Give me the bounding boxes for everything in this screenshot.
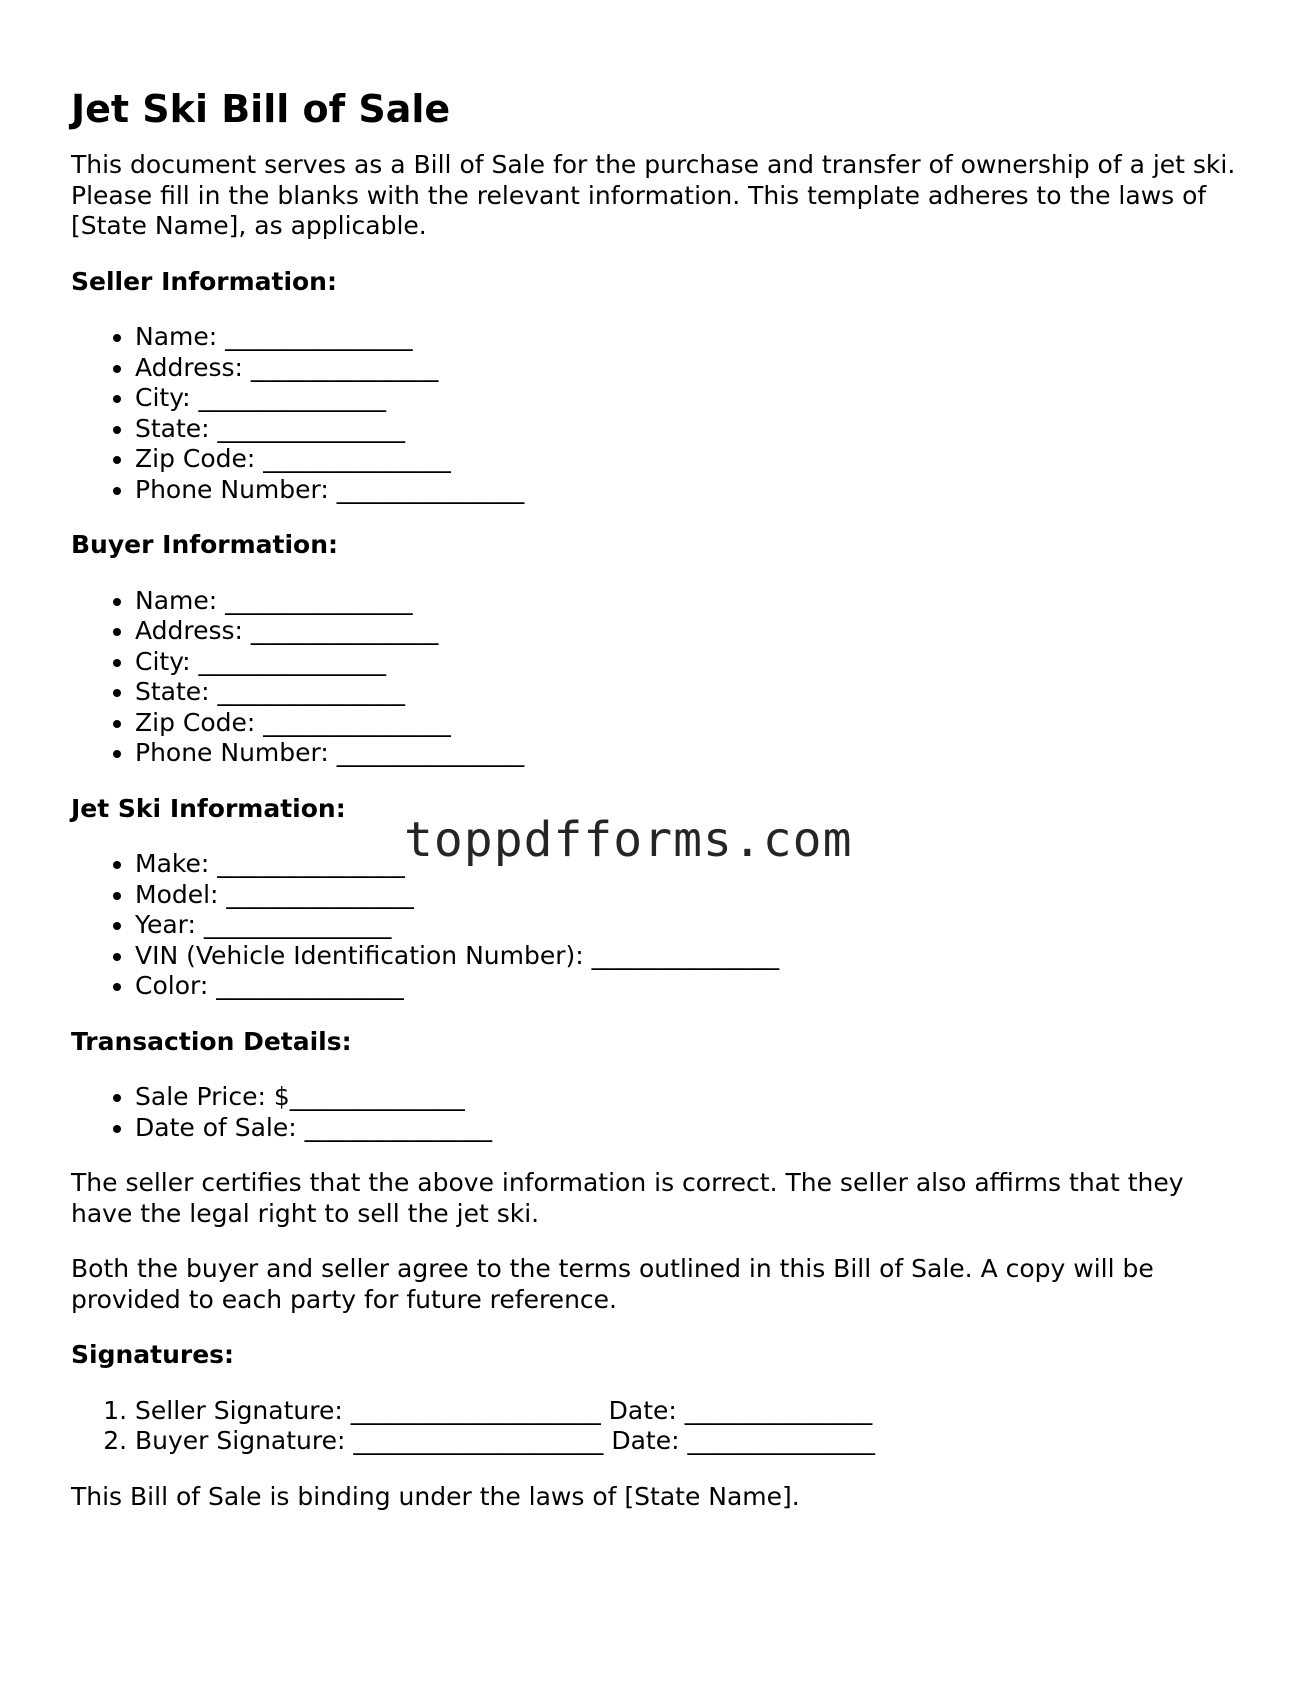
certify-paragraph: The seller certifies that the above information is correct. The seller also affirms that they have the legal right to sell the jet ski. [71,1168,1184,1228]
signatures-list [71,1396,1241,1457]
seller-state-field: • State: _______________ [135,414,1241,445]
seller-city-field: • City: _______________ [135,383,1241,414]
seller-address-field: • Address: _______________ [135,353,1241,384]
buyer-phone-field: • Phone Number: _______________ [135,738,1241,769]
jetski-heading: Jet Ski Information: [71,793,346,823]
agree-paragraph: Both the buyer and seller agree to the terms outlined in this Bill of Sale. A copy will be provided to each party for future reference. [71,1254,1154,1314]
buyer-signature-line: 2. Buyer Signature: ____________________ Date: _______________ [135,1426,1241,1457]
sale-price-field: • Sale Price: $______________ [135,1082,1241,1113]
document-title: Jet Ski Bill of Sale [71,87,451,131]
sale-date-field: • Date of Sale: _______________ [135,1113,1241,1144]
seller-signature-line: 1. Seller Signature: ____________________ Date: _______________ [135,1396,1241,1427]
jetski-vin-field: • VIN (Vehicle Identification Number): _______________ [135,941,1241,972]
seller-heading: Seller Information: [71,266,337,296]
transaction-list [71,1082,1241,1143]
seller-name-field: • Name: _______________ [135,322,1241,353]
closing-paragraph: This Bill of Sale is binding under the laws of [State Name]. [71,1481,800,1511]
watermark-text: toppdfforms.com [404,812,853,868]
buyer-city-field: • City: _______________ [135,647,1241,678]
buyer-state-field: • State: _______________ [135,677,1241,708]
transaction-heading: Transaction Details: [71,1026,352,1056]
buyer-list [71,586,1241,769]
seller-list [71,322,1241,505]
buyer-zip-field: • Zip Code: _______________ [135,708,1241,739]
seller-zip-field: • Zip Code: _______________ [135,444,1241,475]
jetski-year-field: • Year: _______________ [135,910,1241,941]
intro-paragraph: This document serves as a Bill of Sale for the purchase and transfer of ownership of a jet ski. Please fill in the blanks with the relevant information. This template adheres to the laws of [State Name], as applicable. [71,150,1236,240]
buyer-address-field: • Address: _______________ [135,616,1241,647]
jetski-make-field: • Make: _______________ [135,849,1241,880]
seller-phone-field: • Phone Number: _______________ [135,475,1241,506]
buyer-name-field: • Name: _______________ [135,586,1241,617]
jetski-list [71,849,1241,1002]
jetski-model-field: • Model: _______________ [135,880,1241,911]
jetski-color-field: • Color: _______________ [135,971,1241,1002]
buyer-heading: Buyer Information: [71,530,339,559]
signatures-heading: Signatures: [71,1340,235,1369]
